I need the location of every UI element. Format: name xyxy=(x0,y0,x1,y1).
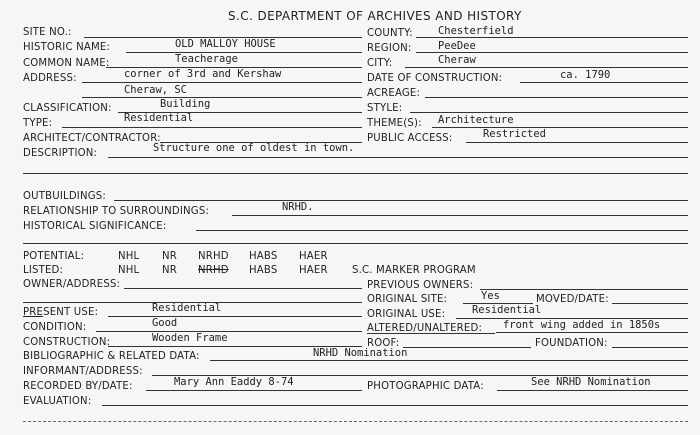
type-value: Residential xyxy=(124,111,194,124)
listed-code-haer: HAER xyxy=(299,263,328,276)
listed-code-nrhd: NRHD xyxy=(198,263,229,276)
present-use-label-prefix: PRE xyxy=(23,305,44,318)
foundation-label: FOUNDATION: xyxy=(535,336,608,349)
recorded-line xyxy=(146,390,362,391)
present-use-label-rest: SENT USE: xyxy=(43,305,99,318)
historic-name-line xyxy=(126,52,362,53)
significance-label: HISTORICAL SIGNIFICANCE: xyxy=(23,219,167,232)
city-line xyxy=(405,67,688,68)
moved-date-label: MOVED/DATE: xyxy=(536,292,609,305)
site-no-label: SITE NO.: xyxy=(23,25,72,38)
outbuildings-label: OUTBUILDINGS: xyxy=(23,189,106,202)
historic-name-label: HISTORIC NAME: xyxy=(23,40,111,53)
owner-line-1 xyxy=(124,288,362,289)
roof-label: ROOF: xyxy=(367,336,400,349)
condition-label: CONDITION: xyxy=(23,320,87,333)
evaluation-line-2 xyxy=(23,421,688,422)
outbuildings-line xyxy=(114,200,688,201)
potential-label: POTENTIAL: xyxy=(23,249,85,262)
potential-code-habs: HABS xyxy=(249,249,278,262)
address-line-1-value: corner of 3rd and Kershaw xyxy=(124,67,282,80)
architect-label: ARCHITECT/CONTRACTOR: xyxy=(23,131,161,144)
city-label: CITY: xyxy=(367,56,393,69)
theme-value: Architecture xyxy=(438,113,514,126)
original-site-value: Yes xyxy=(481,289,500,302)
classification-label: CLASSIFICATION: xyxy=(23,101,112,114)
description-value: Structure one of oldest in town. xyxy=(153,141,355,154)
potential-code-haer: HAER xyxy=(299,249,328,262)
listed-code-nr: NR xyxy=(162,263,177,276)
condition-value: Good xyxy=(152,316,178,329)
address-label: ADDRESS: xyxy=(23,71,77,84)
style-label: STYLE: xyxy=(367,101,403,114)
condition-line xyxy=(96,331,362,332)
potential-code-nr: NR xyxy=(162,249,177,262)
significance-line-2 xyxy=(23,243,688,244)
photographic-value: See NRHD Nomination xyxy=(531,375,651,388)
type-label: TYPE: xyxy=(23,116,53,129)
acreage-line xyxy=(425,97,688,98)
recorded-value: Mary Ann Eaddy 8-74 xyxy=(174,375,294,388)
relationship-value: NRHD. xyxy=(282,200,314,213)
significance-line-1 xyxy=(196,230,688,231)
construction-value: Wooden Frame xyxy=(152,331,228,344)
listed-label: LISTED: xyxy=(23,263,64,276)
marker-program-label: S.C. MARKER PROGRAM xyxy=(352,263,476,276)
moved-date-line xyxy=(612,303,688,304)
present-use-label xyxy=(23,306,98,317)
potential-code-nrhd: NRHD xyxy=(198,249,229,262)
bibliographic-label: BIBLIOGRAPHIC & RELATED DATA: xyxy=(23,349,200,362)
relationship-label: RELATIONSHIP TO SURROUNDINGS: xyxy=(23,204,210,217)
type-line xyxy=(62,127,362,128)
city-value: Cheraw xyxy=(438,53,476,66)
theme-label: THEME(S): xyxy=(367,116,422,129)
description-label: DESCRIPTION: xyxy=(23,146,98,159)
county-value: Chesterfield xyxy=(438,24,514,37)
date-construction-value: ca. 1790 xyxy=(560,68,611,81)
altered-label: ALTERED/UNALTERED: xyxy=(367,321,483,334)
construction-label: CONSTRUCTION: xyxy=(23,335,111,348)
owner-label: OWNER/ADDRESS: xyxy=(23,277,121,290)
common-name-value: Teacherage xyxy=(175,52,238,65)
form-title: S.C. DEPARTMENT OF ARCHIVES AND HISTORY xyxy=(228,9,522,23)
region-label: REGION: xyxy=(367,41,412,54)
photographic-line xyxy=(497,390,688,391)
roof-line xyxy=(403,347,531,348)
previous-owners-label: PREVIOUS OWNERS: xyxy=(367,278,474,291)
county-line xyxy=(416,37,688,38)
date-construction-label: DATE OF CONSTRUCTION: xyxy=(367,71,503,84)
foundation-line xyxy=(612,347,688,348)
photographic-label: PHOTOGRAPHIC DATA: xyxy=(367,379,484,392)
original-use-label: ORIGINAL USE: xyxy=(367,307,446,320)
address-line-2-value: Cheraw, SC xyxy=(124,83,187,96)
theme-line xyxy=(432,127,688,128)
altered-underline xyxy=(367,333,495,334)
potential-code-nhl: NHL xyxy=(118,249,140,262)
bibliographic-line xyxy=(210,360,688,361)
date-construction-line xyxy=(520,82,688,83)
relationship-line xyxy=(232,215,688,216)
description-line-1 xyxy=(108,157,688,158)
classification-value: Building xyxy=(160,97,211,110)
region-value: PeeDee xyxy=(438,39,476,52)
altered-value: front wing added in 1850s xyxy=(503,318,661,331)
evaluation-line-1 xyxy=(102,405,688,406)
recorded-label: RECORDED BY/DATE: xyxy=(23,379,133,392)
common-name-label: COMMON NAME: xyxy=(23,56,110,69)
informant-label: INFORMANT/ADDRESS: xyxy=(23,364,143,377)
public-access-value: Restricted xyxy=(483,127,546,140)
description-line-2 xyxy=(23,173,688,174)
evaluation-label: EVALUATION: xyxy=(23,394,92,407)
original-site-label: ORIGINAL SITE: xyxy=(367,292,448,305)
previous-owners-line xyxy=(480,289,688,290)
present-use-value: Residential xyxy=(152,301,222,314)
altered-line xyxy=(496,332,688,333)
original-use-value: Residential xyxy=(472,303,542,316)
present-use-line xyxy=(108,316,362,317)
listed-code-habs: HABS xyxy=(249,263,278,276)
county-label: COUNTY: xyxy=(367,26,413,39)
listed-code-nhl: NHL xyxy=(118,263,140,276)
historic-name-value: OLD MALLOY HOUSE xyxy=(175,37,276,50)
public-access-line xyxy=(466,142,688,143)
address-line-2 xyxy=(82,97,362,98)
bibliographic-value: NRHD Nomination xyxy=(313,346,408,359)
acreage-label: ACREAGE: xyxy=(367,86,421,99)
public-access-label: PUBLIC ACCESS: xyxy=(367,131,453,144)
